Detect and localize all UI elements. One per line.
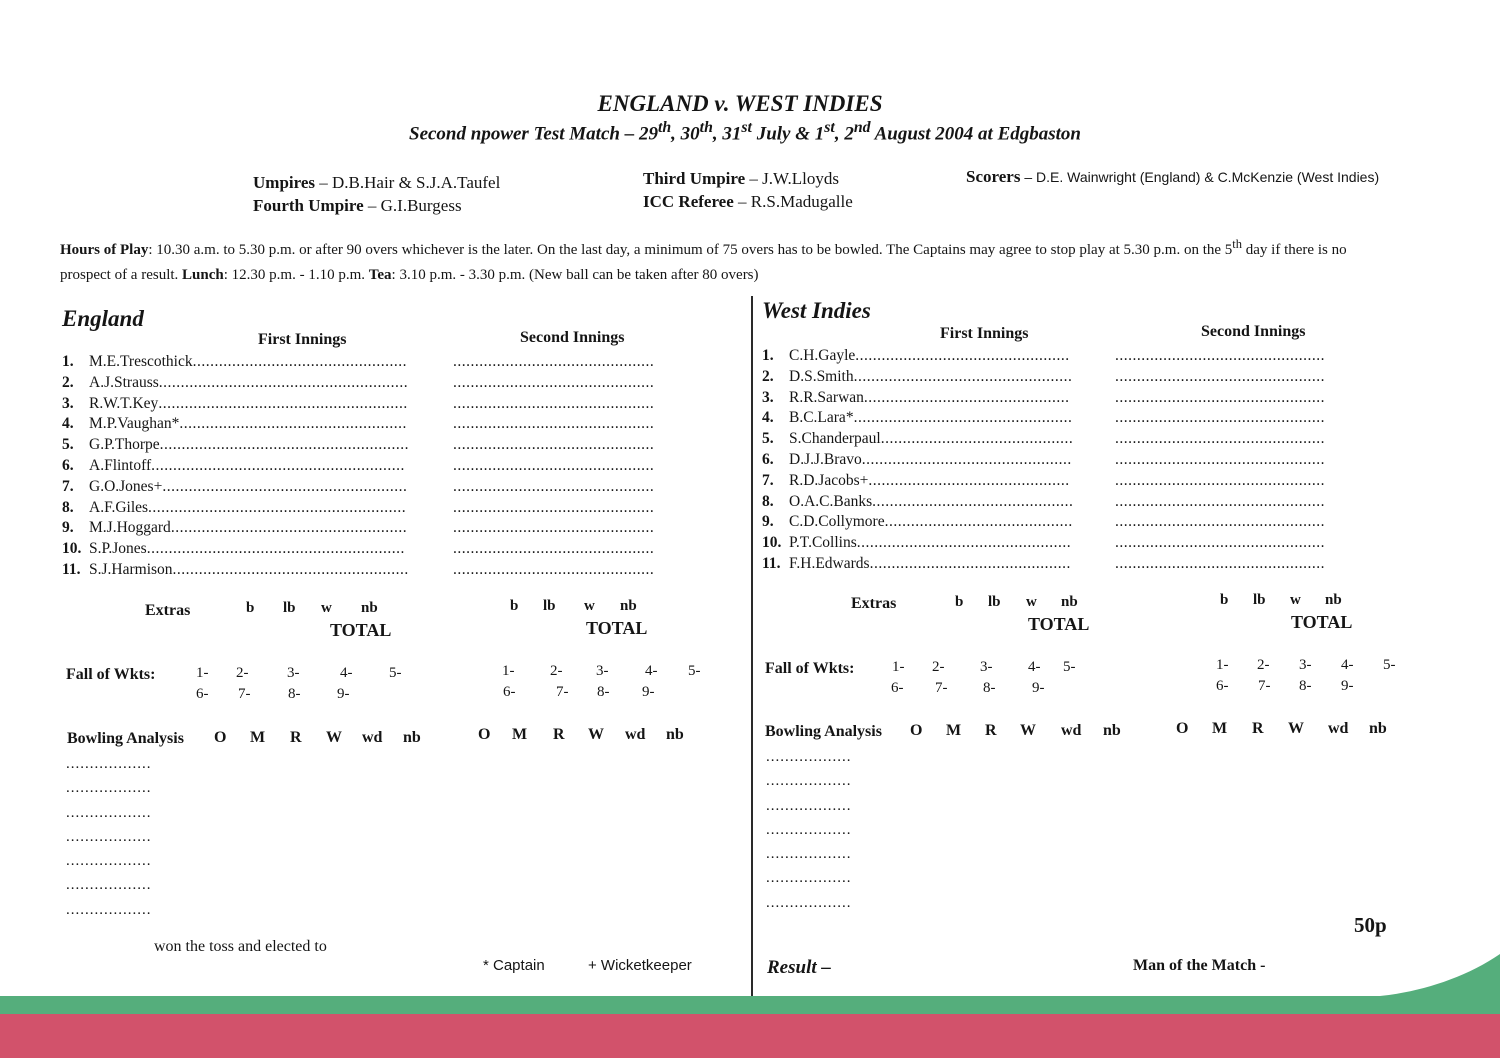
eng-bowl2-w: W xyxy=(588,726,604,743)
wi-fw2-5: 5- xyxy=(1383,657,1396,673)
batsman-name: M.E.Trescothick xyxy=(89,353,193,370)
batting-position: 7. xyxy=(762,471,774,489)
score-dots: ......................................................... xyxy=(158,394,408,412)
wi-fall-of-wkts-label: Fall of Wkts: xyxy=(765,660,855,677)
dotted-line: .................. xyxy=(766,773,852,790)
batsman-row xyxy=(62,435,432,456)
score-dots: ........................................................ xyxy=(162,477,408,495)
result-label: Result – xyxy=(767,957,831,978)
batsman-name: G.P.Thorpe xyxy=(89,436,160,454)
batting-position: 11. xyxy=(62,560,81,578)
eng-fw2-5: 5- xyxy=(688,663,701,679)
batsman-name: A.Flintoff xyxy=(89,456,152,474)
batsman-row xyxy=(762,429,1092,450)
england-first-innings-heading: First Innings xyxy=(258,331,347,348)
batsman-row xyxy=(762,512,1092,533)
dotted-line: ................................................ xyxy=(1115,430,1325,448)
wi-bowl2-wd: wd xyxy=(1328,720,1349,737)
eng-fw1-6: 6- xyxy=(196,686,209,702)
batsman-name: S.P.Jones xyxy=(89,540,147,558)
wi-bowl1-o: O xyxy=(910,722,923,739)
batsman-name: F.H.Edwards xyxy=(789,554,870,572)
dotted-line: .............................................. xyxy=(453,373,655,391)
eng-bowl1-r: R xyxy=(290,729,302,746)
batsman-name: D.J.J.Bravo xyxy=(789,450,862,468)
wi-first-innings-heading: First Innings xyxy=(940,325,1029,342)
england-second-innings-heading: Second Innings xyxy=(520,329,625,346)
batsman-row xyxy=(62,414,432,435)
wi-extras-w: w xyxy=(1026,594,1037,610)
eng-fw1-3: 3- xyxy=(287,665,300,681)
batting-position: 11. xyxy=(762,554,781,572)
eng-fw2-9: 9- xyxy=(642,684,655,700)
score-dots: ......................................................... xyxy=(159,436,409,454)
wi-fw1-5: 5- xyxy=(1063,659,1076,675)
eng-fw2-8: 8- xyxy=(597,684,610,700)
wi-bowl2-nb: nb xyxy=(1369,720,1387,737)
batsman-name: M.P.Vaughan* xyxy=(89,415,180,433)
score-dots: .............................................. xyxy=(869,554,1071,572)
batting-position: 5. xyxy=(62,436,74,454)
batting-position: 1. xyxy=(62,353,74,370)
batsman-row xyxy=(62,352,432,373)
wi-second-total: TOTAL xyxy=(1291,612,1353,632)
wi-fw2-3: 3- xyxy=(1299,657,1312,673)
england-extras2-w: w xyxy=(584,598,595,614)
batting-position: 10. xyxy=(762,534,782,552)
dotted-line: .................. xyxy=(766,846,852,863)
batting-position: 3. xyxy=(62,394,74,412)
red-band xyxy=(0,1014,1500,1058)
england-bowling-analysis-label: Bowling Analysis xyxy=(67,730,184,747)
eng-fw2-7: 7- xyxy=(556,684,569,700)
batsman-name: R.R.Sarwan xyxy=(789,388,864,406)
batsman-name: A.F.Giles xyxy=(89,498,149,516)
wi-extras2-w: w xyxy=(1290,592,1301,608)
batting-position: 6. xyxy=(762,450,774,468)
dotted-line: ................................................ xyxy=(1115,409,1325,427)
dotted-line: .................. xyxy=(66,756,152,772)
column-divider xyxy=(751,296,753,996)
eng-fw1-5: 5- xyxy=(389,665,402,681)
wi-bowl1-w: W xyxy=(1020,722,1036,739)
batsman-name: C.H.Gayle xyxy=(789,347,856,364)
west-indies-team-name: West Indies xyxy=(762,298,871,323)
wi-fw1-7: 7- xyxy=(935,680,948,696)
wi-extras2-lb: lb xyxy=(1253,592,1266,608)
wi-bowl1-m: M xyxy=(946,722,962,739)
batsman-name: R.D.Jacobs+ xyxy=(789,471,869,489)
wi-fw2-8: 8- xyxy=(1299,678,1312,694)
batsman-name: D.S.Smith xyxy=(789,367,854,385)
scorers: Scorers – D.E. Wainwright (England) & C.McKenzie (West Indies) xyxy=(966,167,1380,186)
wi-bowl2-m: M xyxy=(1212,720,1228,737)
dotted-line: .............................................. xyxy=(453,353,655,370)
match-title: ENGLAND v. WEST INDIES xyxy=(597,91,883,116)
dotted-line: ................................................ xyxy=(1115,388,1325,406)
batsman-row xyxy=(762,367,1092,388)
eng-bowl2-wd: wd xyxy=(625,726,646,743)
wi-fw1-8: 8- xyxy=(983,680,996,696)
batsman-name: R.W.T.Key xyxy=(89,394,159,412)
batting-position: 2. xyxy=(62,373,74,391)
score-dots: .............................................. xyxy=(868,471,1070,489)
eng-fw2-3: 3- xyxy=(596,663,609,679)
score-dots: ...................................................... xyxy=(172,560,409,578)
batsman-row xyxy=(762,388,1092,409)
wi-bowl2-r: R xyxy=(1252,720,1264,737)
wi-second-innings-dots xyxy=(1115,346,1325,575)
batting-position: 9. xyxy=(62,519,74,537)
dotted-line: .................. xyxy=(66,877,152,894)
eng-fw1-7: 7- xyxy=(238,686,251,702)
wi-fw2-9: 9- xyxy=(1341,678,1354,694)
eng-fw2-1: 1- xyxy=(502,663,515,679)
england-team-name: England xyxy=(62,306,144,331)
wi-fw2-7: 7- xyxy=(1258,678,1271,694)
price-label: 50p xyxy=(1354,913,1387,937)
england-extras-w: w xyxy=(321,600,332,616)
score-dots: ........................................................... xyxy=(146,540,405,558)
eng-fw2-6: 6- xyxy=(503,684,516,700)
england-extras-lb: lb xyxy=(283,600,296,616)
batsman-name: C.D.Collymore xyxy=(789,513,885,531)
wi-bowl2-o: O xyxy=(1176,720,1189,737)
icc-referee: ICC Referee – R.S.Madugalle xyxy=(643,192,853,211)
score-dots: ............................................ xyxy=(880,430,1074,448)
batting-position: 6. xyxy=(62,456,74,474)
eng-bowl1-m: M xyxy=(250,729,266,746)
wi-extras2-b: b xyxy=(1220,592,1229,608)
england-second-innings-dots xyxy=(453,352,654,581)
dotted-line: .................. xyxy=(766,894,852,911)
eng-bowl2-o: O xyxy=(478,726,491,743)
wi-fw2-2: 2- xyxy=(1257,657,1270,673)
batting-position: 9. xyxy=(762,513,774,531)
dotted-line: .................. xyxy=(766,870,852,887)
eng-fw1-8: 8- xyxy=(288,686,301,702)
wi-fw2-4: 4- xyxy=(1341,657,1354,673)
score-dots: ................................................ xyxy=(861,450,1072,468)
batsman-row xyxy=(62,560,432,581)
dotted-line: .............................................. xyxy=(453,394,655,412)
batsman-name: A.J.Strauss xyxy=(89,373,159,391)
batsman-row xyxy=(762,554,1092,575)
match-subtitle: Second npower Test Match – 29th, 30th, 31st July & 1st, 2nd August 2004 at Edgbaston xyxy=(409,119,1081,145)
eng-fw2-4: 4- xyxy=(645,663,658,679)
dotted-line: .................. xyxy=(766,821,852,838)
england-extras-nb: nb xyxy=(361,600,378,616)
eng-bowl2-r: R xyxy=(553,726,565,743)
eng-bowl1-wd: wd xyxy=(362,729,383,746)
eng-bowl1-w: W xyxy=(326,729,342,746)
england-extras2-nb: nb xyxy=(620,598,637,614)
eng-fw1-4: 4- xyxy=(340,665,353,681)
dotted-line: ................................................ xyxy=(1115,471,1325,489)
batting-position: 4. xyxy=(62,415,74,433)
batsman-name: S.Chanderpaul xyxy=(789,430,881,448)
england-bowler-lines xyxy=(66,752,152,922)
score-dots: ................................................. xyxy=(856,534,1072,552)
eng-fw1-9: 9- xyxy=(337,686,350,702)
wi-bowl1-wd: wd xyxy=(1061,722,1082,739)
dotted-line: .............................................. xyxy=(453,456,655,474)
batting-position: 10. xyxy=(62,540,82,558)
wi-fw1-6: 6- xyxy=(891,680,904,696)
wi-bowl1-nb: nb xyxy=(1103,722,1121,739)
batsman-row xyxy=(62,456,432,477)
fourth-umpire: Fourth Umpire – G.I.Burgess xyxy=(253,196,462,215)
umpires: Umpires – D.B.Hair & S.J.A.Taufel xyxy=(253,173,501,192)
score-dots: ........................................................... xyxy=(148,498,407,516)
eng-fw1-1: 1- xyxy=(196,665,209,681)
batting-position: 3. xyxy=(762,388,774,406)
wicketkeeper-key: + Wicketkeeper xyxy=(588,957,692,974)
dotted-line: .................. xyxy=(766,749,852,765)
dotted-line: .................. xyxy=(66,828,152,845)
eng-fw1-2: 2- xyxy=(236,665,249,681)
wi-fw1-3: 3- xyxy=(980,659,993,675)
wi-extras-lb: lb xyxy=(988,594,1001,610)
england-fall-of-wkts-label: Fall of Wkts: xyxy=(66,666,156,683)
toss-note: won the toss and elected to xyxy=(154,938,327,955)
dotted-line: ................................................ xyxy=(1115,513,1325,531)
batting-position: 2. xyxy=(762,367,774,385)
wi-second-innings-heading: Second Innings xyxy=(1201,323,1306,340)
eng-bowl2-m: M xyxy=(512,726,528,743)
wi-fw1-4: 4- xyxy=(1028,659,1041,675)
dotted-line: ................................................ xyxy=(1115,347,1325,364)
batting-position: 4. xyxy=(762,409,774,427)
dotted-line: .................. xyxy=(66,780,152,797)
england-extras-b: b xyxy=(246,600,255,616)
man-of-the-match-label: Man of the Match - xyxy=(1133,957,1266,974)
score-dots: .............................................. xyxy=(872,492,1074,510)
wi-bowl2-w: W xyxy=(1288,720,1304,737)
wi-extras-label: Extras xyxy=(851,595,897,612)
dotted-line: .............................................. xyxy=(453,560,655,578)
batting-position: 1. xyxy=(762,347,774,364)
wi-fw1-9: 9- xyxy=(1032,680,1045,696)
dotted-line: .................. xyxy=(66,804,152,821)
batting-position: 7. xyxy=(62,477,74,495)
batsman-name: B.C.Lara* xyxy=(789,409,854,427)
batsman-row xyxy=(762,492,1092,513)
score-dots: .................................................... xyxy=(179,415,407,433)
dotted-line: .............................................. xyxy=(453,415,655,433)
dotted-line: .................. xyxy=(66,901,152,918)
england-first-total: TOTAL xyxy=(330,620,392,640)
dotted-line: .................. xyxy=(66,853,152,870)
dotted-line: ................................................ xyxy=(1115,450,1325,468)
batsman-row xyxy=(62,518,432,539)
score-dots: ................................................. xyxy=(855,347,1070,364)
batsman-row xyxy=(762,471,1092,492)
wi-extras-b: b xyxy=(955,594,964,610)
eng-bowl1-o: O xyxy=(214,729,227,746)
batsman-row xyxy=(762,533,1092,554)
batsman-name: S.J.Harmison xyxy=(89,560,173,578)
wi-first-total: TOTAL xyxy=(1028,614,1090,634)
third-umpire: Third Umpire – J.W.Lloyds xyxy=(643,169,839,188)
wi-extras2-nb: nb xyxy=(1325,592,1342,608)
score-dots: ...................................................... xyxy=(170,519,408,537)
wi-fw1-2: 2- xyxy=(932,659,945,675)
batsman-row xyxy=(762,450,1092,471)
green-band xyxy=(0,996,1500,1014)
captain-key: * Captain xyxy=(483,957,545,974)
hours-of-play: Hours of Play: 10.30 a.m. to 5.30 p.m. or after 90 overs whichever is the later. On the last day, a minimum of 75 overs has to be bowled. The Captains may agree to stop play at 5.30 p.m. on the 5th day if there is no prospect of a result. Lunch: 12.30 p.m. - 1.10 p.m. Tea: 3.10 p.m. - 3.30 p.m. (New ball can be taken after 80 overs) xyxy=(60,237,1347,283)
score-dots: .................................................. xyxy=(853,409,1073,427)
eng-fw2-2: 2- xyxy=(550,663,563,679)
dotted-line: .............................................. xyxy=(453,540,655,558)
eng-bowl1-nb: nb xyxy=(403,729,421,746)
england-extras2-b: b xyxy=(510,598,519,614)
england-batting-list xyxy=(62,352,432,581)
wi-batting-list xyxy=(762,346,1092,575)
batsman-row xyxy=(62,394,432,415)
score-dots: ............................................... xyxy=(863,388,1070,406)
dotted-line: .............................................. xyxy=(453,436,655,454)
dotted-line: .................. xyxy=(766,797,852,814)
batsman-row xyxy=(62,498,432,519)
dotted-line: ................................................ xyxy=(1115,492,1325,510)
dotted-line: ................................................ xyxy=(1115,554,1325,572)
batting-position: 8. xyxy=(762,492,774,510)
dotted-line: .............................................. xyxy=(453,498,655,516)
wi-bowler-lines xyxy=(766,745,852,915)
wi-fw2-6: 6- xyxy=(1216,678,1229,694)
wi-bowl1-r: R xyxy=(985,722,997,739)
batsman-row xyxy=(62,373,432,394)
dotted-line: ................................................ xyxy=(1115,534,1325,552)
score-dots: ........................................... xyxy=(884,513,1073,531)
england-second-total: TOTAL xyxy=(586,618,648,638)
wi-extras-nb: nb xyxy=(1061,594,1078,610)
wi-fw1-1: 1- xyxy=(892,659,905,675)
score-dots: ................................................. xyxy=(192,353,407,370)
batsman-row xyxy=(762,346,1092,367)
batsman-name: M.J.Hoggard xyxy=(89,519,171,537)
england-extras2-lb: lb xyxy=(543,598,556,614)
batsman-name: G.O.Jones+ xyxy=(89,477,163,495)
score-dots: ......................................................... xyxy=(158,373,409,391)
eng-bowl2-nb: nb xyxy=(666,726,684,743)
batsman-row xyxy=(62,477,432,498)
batting-position: 8. xyxy=(62,498,74,516)
batting-position: 5. xyxy=(762,430,774,448)
batsman-row xyxy=(762,408,1092,429)
wi-bowling-analysis-label: Bowling Analysis xyxy=(765,723,882,740)
dotted-line: .............................................. xyxy=(453,519,655,537)
wi-fw2-1: 1- xyxy=(1216,657,1229,673)
batsman-name: O.A.C.Banks xyxy=(789,492,873,510)
batsman-row xyxy=(62,539,432,560)
green-swoosh-decoration xyxy=(1380,940,1500,1000)
score-dots: .......................................................... xyxy=(151,456,405,474)
dotted-line: ................................................ xyxy=(1115,367,1325,385)
batsman-name: P.T.Collins xyxy=(789,534,857,552)
score-dots: .................................................. xyxy=(853,367,1073,385)
dotted-line: .............................................. xyxy=(453,477,655,495)
england-extras-label: Extras xyxy=(145,602,191,619)
